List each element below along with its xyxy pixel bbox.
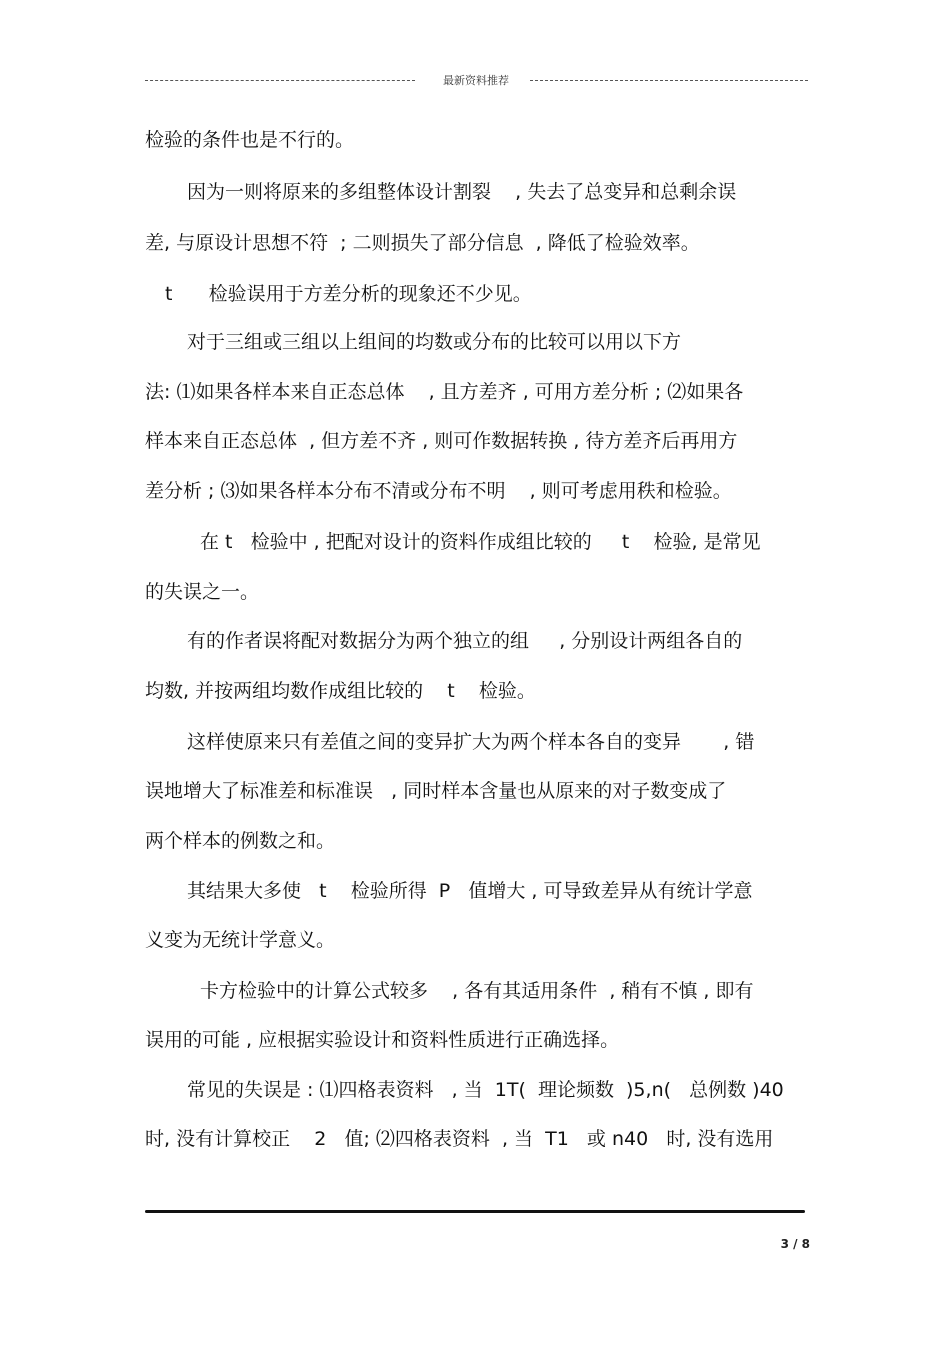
text-line: 两个样本的例数之和。 <box>145 830 336 852</box>
text-line: 的失误之一。 <box>145 581 260 603</box>
text-line: 义变为无统计学意义。 <box>145 929 336 951</box>
page-header <box>145 72 805 90</box>
header-dashed-rule-right <box>530 80 808 81</box>
text-line: t 检验误用于方差分析的现象还不少见。 <box>165 283 532 305</box>
text-line: 差, 与原设计思想不符 ; 二则损失了部分信息 , 降低了检验效率。 <box>145 232 700 254</box>
text-line: 法: ⑴如果各样本来自正态总体 , 且方差齐 , 可用方差分析 ; ⑵如果各 <box>145 381 744 403</box>
page-number: 3 / 8 <box>780 1237 810 1251</box>
text-line: 检验的条件也是不行的。 <box>145 129 355 151</box>
text-line: 样本来自正态总体 , 但方差不齐 , 则可作数据转换 , 待方差齐后再用方 <box>145 430 738 452</box>
text-line: 卡方检验中的计算公式较多 , 各有其适用条件 , 稍有不慎 , 即有 <box>200 980 754 1002</box>
text-line: 这样使原来只有差值之间的变异扩大为两个样本各自的变异 , 错 <box>187 731 755 753</box>
header-dashed-rule-left <box>145 80 415 81</box>
text-line: 在 t 检验中 , 把配对设计的资料作成组比较的 t 检验, 是常见 <box>200 531 761 553</box>
text-line: 均数, 并按两组均数作成组比较的 t 检验。 <box>145 680 536 702</box>
text-line: 其结果大多使 t 检验所得 P 值增大 , 可导致差异从有统计学意 <box>187 880 753 902</box>
text-line: 因为一则将原来的多组整体设计割裂 , 失去了总变异和总剩余误 <box>187 181 737 203</box>
text-line: 误地增大了标准差和标准误 , 同时样本含量也从原来的对子数变成了 <box>145 780 727 802</box>
text-line: 常见的失误是 : ⑴四格表资料 , 当 1T( 理论频数 )5,n( 总例数 )40 <box>187 1079 784 1101</box>
footer-rule <box>145 1210 805 1213</box>
header-title: 最新资料推荐 <box>443 74 509 87</box>
text-line: 有的作者误将配对数据分为两个独立的组 , 分别设计两组各自的 <box>187 630 743 652</box>
text-line: 误用的可能 , 应根据实验设计和资料性质进行正确选择。 <box>145 1029 620 1051</box>
text-line: 对于三组或三组以上组间的均数或分布的比较可以用以下方 <box>187 331 682 353</box>
text-line: 差分析 ; ⑶如果各样本分布不清或分布不明 , 则可考虑用秩和检验。 <box>145 480 732 502</box>
text-line: 时, 没有计算校正 2 值; ⑵四格表资料 , 当 T1 或 n40 时, 没有选用 <box>145 1128 774 1150</box>
